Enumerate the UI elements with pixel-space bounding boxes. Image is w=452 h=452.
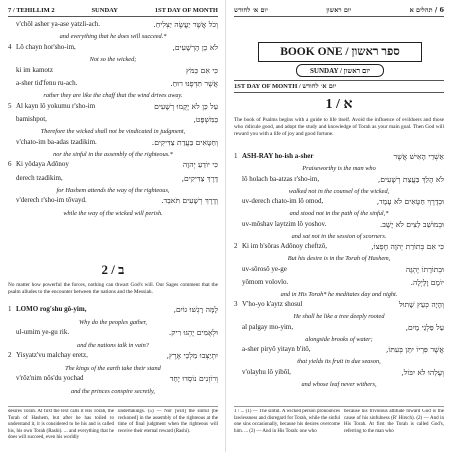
date-rule-bottom bbox=[234, 92, 444, 93]
hebrew-line: וְהָיָה כְּעֵץ שָׁתוּל bbox=[399, 300, 444, 310]
hebrew-line: לָמָּה רָגְשׁוּ גוֹיִם, bbox=[173, 305, 218, 314]
psalm-1-intro: The book of Psalms begins with a guide to life itself. Avoid the influence of evildoers and those who ridicule good, and adopt the study and knowledge of Torah as your main goal. Then God will reward you with a life of joy and good fortune. bbox=[234, 117, 444, 137]
sunday-label: SUNDAY / יום ראשון bbox=[296, 64, 384, 77]
left-day-of-month: 1ST DAY OF MONTH bbox=[154, 6, 218, 14]
hebrew-line: וּלְאֻמִּים יֶהְגּוּ רִיק. bbox=[168, 328, 218, 337]
transliteration-line: uv-derech chato-im lô omod, bbox=[242, 197, 324, 205]
hebrew-line: יוֹמָם וָלָיְלָה. bbox=[410, 277, 444, 287]
translation-line: that yields its fruit in due season, bbox=[297, 358, 381, 366]
psalm-1-heading: 1 / א bbox=[325, 96, 353, 112]
hebrew-line: בַּמִּשְׁפָּט, bbox=[193, 114, 218, 124]
hebrew-line: עַל כֵּן לֹא יָקֻמוּ רְשָׁעִים bbox=[154, 101, 218, 111]
hebrew-line: אֲשֶׁר תִּדְּפֶנּוּ רוּחַ. bbox=[170, 78, 218, 88]
verse-number: 2 bbox=[234, 242, 238, 250]
transliteration-line: ki im kamotz bbox=[16, 65, 53, 74]
hebrew-line: וְרוֹזְנִים נוֹסְדוּ יָחַד bbox=[169, 374, 218, 383]
hebrew-line: עַל פַּלְגֵי מָיִם, bbox=[405, 322, 444, 332]
transliteration-line: Lô chayn hor'sho-im, bbox=[16, 42, 76, 51]
verse-number: 1 bbox=[234, 152, 238, 160]
transliteration-line: V'ho-yo k'aytz shosul bbox=[242, 300, 303, 309]
verse-number: 1 bbox=[8, 305, 12, 313]
translation-line: He shall be like a tree deeply rooted bbox=[293, 313, 385, 321]
right-footnote-col-2: because his frivolous attitude toward God is the cause of his sinfulness (R' Hirsch). (2) — And in His Torah. At first the Torah is called God's, referring to the man who bbox=[344, 409, 444, 434]
psalm-1-number: 1 bbox=[325, 97, 333, 112]
hebrew-line: וְדֶרֶךְ רְשָׁעִים תֹּאבֵד. bbox=[161, 196, 218, 206]
verse-number: 5 bbox=[8, 101, 12, 110]
right-header-rule bbox=[234, 16, 444, 17]
translation-line: and in His Torah* he meditates day and night. bbox=[280, 290, 398, 298]
translation-line: rather they are like the chaff that the wind drives away. bbox=[43, 92, 183, 99]
translation-line: Praiseworthy is the man who bbox=[302, 165, 376, 173]
transliteration-line: al palgay mo-yim, bbox=[242, 322, 294, 331]
verse-number: 4 bbox=[8, 42, 12, 51]
left-page-label: 7 / TEHILLIM 2 bbox=[8, 6, 55, 14]
hebrew-line: כִּי אִם כַּמֹּץ bbox=[186, 65, 218, 75]
translation-line: Not so the wicked; bbox=[89, 56, 137, 63]
translation-line: and whose leaf never withers, bbox=[301, 380, 377, 388]
translation-line: But his desire is in the Torah of Hashem, bbox=[287, 255, 391, 263]
transliteration-line: v'derech r'sho-im tôvayd. bbox=[16, 196, 87, 205]
transliteration-line: Yisyatz'vu malchay eretz, bbox=[16, 351, 88, 359]
transliteration-line: ul-umim ye-gu rik. bbox=[16, 328, 70, 336]
transliteration-line: derech tzadikim, bbox=[16, 173, 63, 182]
translation-line: walked not in the counsel of the wicked, bbox=[288, 187, 390, 195]
translation-line: while the way of the wicked will perish. bbox=[63, 209, 163, 217]
book-one-title: BOOK ONE / ספר ראשון bbox=[258, 42, 422, 62]
right-page bbox=[226, 0, 452, 452]
psalm-2-intro: No matter how powerful the forces, nothing can thwart God's will. Our Sages comment that the psalm alludes to the encounter between the nations and the Messiah. bbox=[8, 282, 218, 295]
translation-line: nor the sinful in the assembly of the righteous.* bbox=[53, 150, 173, 158]
transliteration-line: v'chato-im ba-adas tzadikim. bbox=[16, 137, 97, 146]
date-rule-top bbox=[234, 80, 444, 81]
transliteration-line: LOMO rog'shu gô-yim, bbox=[16, 305, 87, 313]
translation-line: The kings of the earth take their stand bbox=[65, 364, 161, 372]
translation-line: and stood not in the path of the sinful,* bbox=[289, 210, 389, 218]
psalm-1-hebrew-number: א bbox=[343, 96, 353, 112]
transliteration-line: v'olayhu lô yibôl, bbox=[242, 367, 291, 376]
date-line bbox=[234, 82, 444, 90]
translation-line: Therefore the wicked shall not be vindicated in judgment, bbox=[40, 128, 186, 135]
hebrew-line: וְעָלֵהוּ לֹא יִבּוֹל, bbox=[401, 367, 444, 377]
right-hebrew-day-of-month: יום א׳ לחודש bbox=[234, 6, 268, 14]
hebrew-line: דֶּרֶךְ צַדִּיקִים, bbox=[181, 173, 218, 183]
left-footnote-col-1: desires Torah. At first the text calls it His Torah, the Torah of Hashem, but after he has toiled to understand it, it is considered to be his and is called his, his own Torah (Rashi). ... and everything that he does will succeed, even his worldly bbox=[8, 409, 114, 441]
translation-line: alongside brooks of water; bbox=[305, 335, 373, 343]
transliteration-line: lô holach ba-atzas r'sho-im, bbox=[242, 174, 320, 183]
translation-line: Why do the peoples gather, bbox=[78, 318, 148, 326]
transliteration-line: v'chôl asher ya-ase yatzli-ach. bbox=[16, 20, 101, 28]
right-footnote-col-1: 1 / ... (1) — The sinful. A wicked person pronounces lawlessness and disregard for Torah, while the sinful one sins occasionally, because his desires overcome him. ... (2) — And in His Torah: one who bbox=[234, 409, 340, 434]
transliteration-line: Ki yôdaya Adônoy bbox=[16, 160, 69, 169]
hebrew-line: לֹא הָלַךְ בַּעֲצַת רְשָׁעִים, bbox=[377, 174, 444, 184]
left-header-rule bbox=[8, 16, 218, 17]
transliteration-line: v'rôz'nim nôs'du yochad bbox=[16, 374, 84, 382]
left-footnote-col-2: undertakings. (5) — Nor [will] the sinful [be reckoned] in the assembly of the righteous at the time of final judgment when the righteous will receive their eternal reward (Rashi). bbox=[118, 409, 218, 434]
date-line-hebrew: יום א׳ לחודש bbox=[302, 82, 337, 90]
translation-line: and the princes conspire secretly, bbox=[71, 387, 155, 395]
hebrew-line: כִּי אִם בְּתוֹרַת יְהוָה חֶפְצוֹ, bbox=[371, 242, 444, 251]
hebrew-line: וּבְתוֹרָתוֹ יֶהְגֶּה bbox=[405, 264, 444, 274]
verse-number: 6 bbox=[8, 160, 12, 169]
verse-number: 2 bbox=[8, 351, 12, 359]
transliteration-line: uv-môshav laytzim lô yoshov. bbox=[242, 219, 327, 228]
hebrew-line: אַשְׁרֵי הָאִישׁ אֲשֶׁר bbox=[393, 152, 444, 161]
hebrew-line: וְכֹל אֲשֶׁר יַעֲשֶׂה יַצְלִיחַ. bbox=[153, 20, 218, 29]
transliteration-line: bamishpot, bbox=[16, 114, 47, 123]
transliteration-line: uv-sôrosô ye-ge bbox=[242, 264, 287, 273]
hebrew-line: כִּי יוֹדֵעַ יְהוָה bbox=[182, 160, 218, 170]
right-running-header bbox=[234, 5, 444, 15]
translation-line: and the nations talk in vain? bbox=[77, 341, 149, 349]
psalm-2-number: 2 bbox=[101, 262, 109, 277]
psalm-2-hebrew-number: ב bbox=[118, 263, 125, 278]
hebrew-line: וְחַטָּאִים בַּעֲדַת צַדִּיקִים. bbox=[151, 137, 218, 147]
translation-line: and sat not in the session of scorners. bbox=[291, 232, 387, 240]
transliteration-line: yômom volovlo. bbox=[242, 277, 289, 286]
verse-number: 3 bbox=[234, 300, 238, 309]
left-running-header bbox=[8, 5, 218, 15]
right-page-label: 6 / תהלים א bbox=[409, 6, 444, 14]
date-line-english: 1ST DAY OF MONTH / bbox=[234, 83, 301, 90]
translation-line: and everything that he does will succeed.* bbox=[59, 33, 167, 41]
hebrew-line: וּבְמוֹשַׁב לֵצִים לֹא יָשָׁב. bbox=[379, 219, 444, 229]
left-day-label: SUNDAY bbox=[91, 6, 118, 14]
transliteration-line: a-sher tid'fenu ru-ach. bbox=[16, 78, 78, 87]
left-footnote-rule bbox=[8, 406, 218, 407]
transliteration-line: a-sher piryô yitayn b'itô, bbox=[242, 345, 311, 354]
hebrew-line: לֹא כֵן הָרְשָׁעִים, bbox=[172, 42, 218, 52]
hebrew-line: אֲשֶׁר פִּרְיוֹ יִתֵּן בְּעִתּוֹ, bbox=[385, 345, 444, 355]
psalm-2-heading: 2 / ב bbox=[101, 262, 125, 278]
translation-line: for Hashem attends the way of the righteous, bbox=[56, 186, 170, 194]
hebrew-line: וּבְדֶרֶךְ חַטָּאִים לֹא עָמָד, bbox=[376, 197, 444, 206]
transliteration-line: ASH-RAY ho-ish a-sher bbox=[242, 152, 314, 160]
transliteration-line: Ki im b'sôras Adônoy cheftzô, bbox=[242, 242, 328, 250]
right-hebrew-weekday: יום ראשון bbox=[326, 6, 352, 14]
hebrew-line: יִתְיַצְּבוּ מַלְכֵי אֶרֶץ, bbox=[166, 351, 218, 360]
right-footnote-rule bbox=[234, 406, 444, 407]
transliteration-line: Al kayn lô yokumu r'sho-im bbox=[16, 101, 96, 110]
